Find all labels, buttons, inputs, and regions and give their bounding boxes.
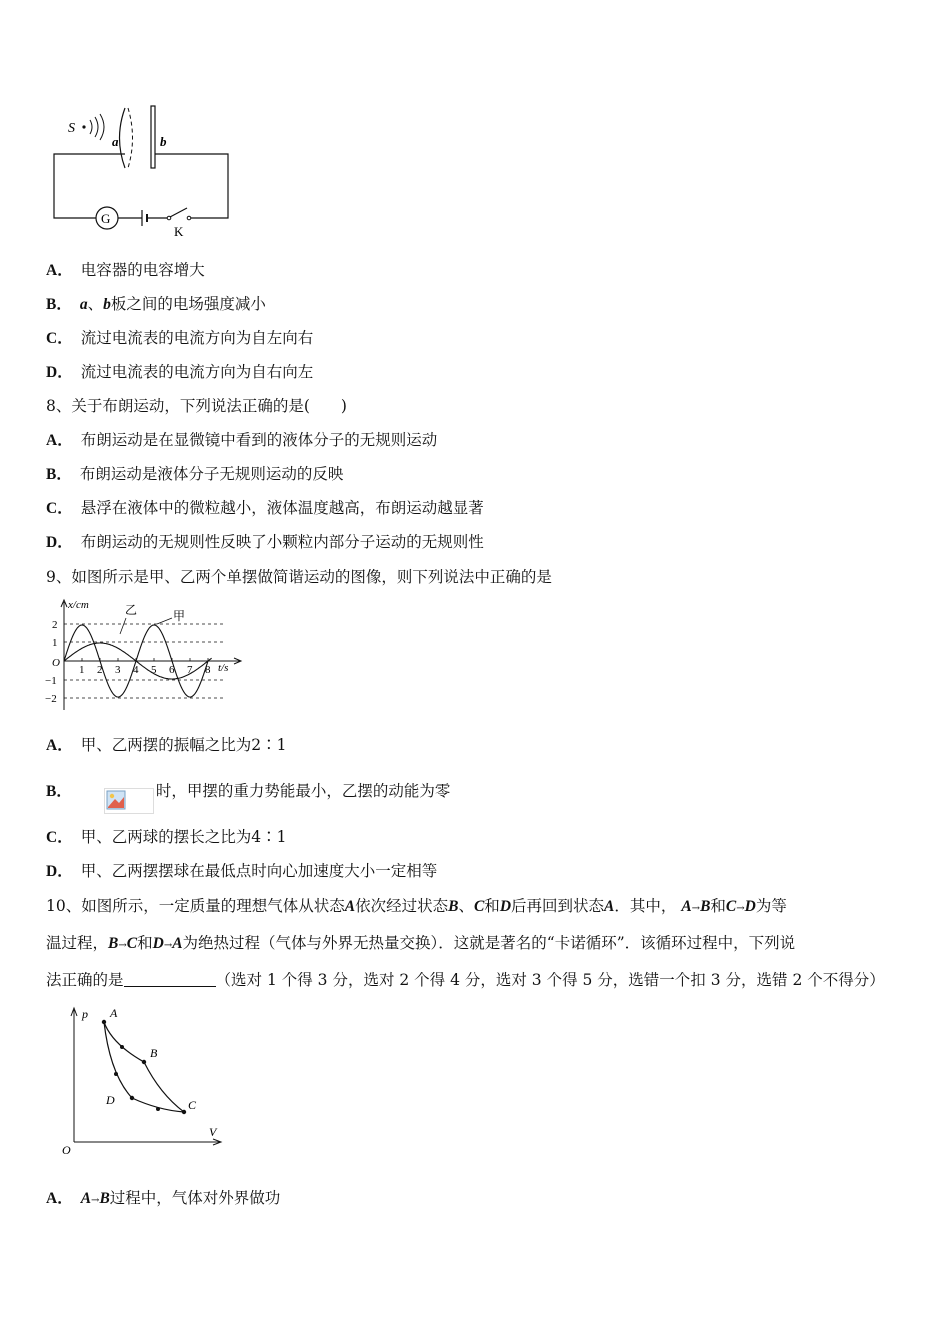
y-tick-neg1: −1 [45, 675, 57, 687]
q7-option-a: A． 电容器的电容增大 [46, 261, 205, 279]
q10-stem-line-3: 法正确的是 （选对 1 个得 3 分，选对 2 个得 4 分，选对 3 个得 5 分，选错一个扣 3 分，选错 2 个不得分） [46, 971, 885, 989]
label-b: b [160, 134, 167, 149]
label-jia: 甲 [173, 609, 186, 623]
pendulum-graph [44, 598, 244, 713]
state-d-label: D [106, 1093, 115, 1107]
state-b-label: B [150, 1046, 158, 1060]
q7-option-d: D． 流过电流表的电流方向为自右向左 [46, 363, 314, 381]
state-a-label: A [110, 1006, 118, 1020]
q9-option-a: A． 甲、乙两摆的振幅之比为2∶1 [46, 736, 287, 754]
carnot-pv-diagram [58, 1006, 228, 1156]
q10-stem-line-2: 温过程，B→C和D→A为绝热过程（气体与外界无热量交换）．这就是著名的“卡诺循环”．该循环过程中，下列说 [46, 934, 796, 952]
q8-option-c: C． 悬浮在液体中的微粒越小，液体温度越高，布朗运动越显著 [46, 499, 484, 517]
axis-x-label: t/s [218, 662, 229, 674]
q8-option-b: B． 布朗运动是液体分子无规则运动的反映 [46, 465, 344, 483]
q9-option-b: B． 时，甲摆的重力势能最小，乙摆的动能为零 [46, 780, 450, 814]
origin-label-o: O [62, 1143, 71, 1157]
q8-option-d: D． 布朗运动的无规则性反映了小颗粒内部分子运动的无规则性 [46, 533, 484, 551]
label-k: K [174, 224, 184, 239]
x-tick-label: 6 [169, 664, 175, 676]
x-tick-label: 1 [79, 664, 85, 676]
answer-blank [124, 970, 216, 987]
q9-option-d: D． 甲、乙两摆摆球在最低点时向心加速度大小一定相等 [46, 862, 438, 880]
y-tick-neg2: −2 [45, 693, 57, 705]
x-tick-label: 3 [115, 664, 121, 676]
x-tick-label: 2 [97, 664, 103, 676]
q7-option-c: C． 流过电流表的电流方向为自左向右 [46, 329, 314, 347]
origin-label: O [52, 657, 60, 669]
q10-option-a: A． A→B过程中，气体对外界做功 [46, 1189, 281, 1207]
q8-option-a: A． 布朗运动是在显微镜中看到的液体分子的无规则运动 [46, 431, 438, 449]
q9-option-c: C． 甲、乙两球的摆长之比为4∶1 [46, 828, 287, 846]
broken-formula-image [104, 788, 154, 814]
q7-option-b: B． a、b板之间的电场强度减小 [46, 295, 266, 313]
x-tick-label: 7 [187, 664, 193, 676]
q8-stem: 8、关于布朗运动，下列说法正确的是( ) [46, 397, 347, 415]
y-tick-2: 2 [52, 619, 58, 631]
axis-y-label: x/cm [68, 599, 89, 611]
label-s: S [68, 121, 75, 136]
x-tick-label: 8 [205, 664, 211, 676]
label-yi: 乙 [125, 603, 138, 617]
state-c-label: C [188, 1098, 197, 1112]
axis-p-label: p [82, 1007, 88, 1021]
y-tick-1: 1 [52, 637, 58, 649]
q10-stem-line-1: 10、如图所示，一定质量的理想气体从状态A依次经过状态B、C和D后再回到状态A．其中， A→B和C→D为等 [46, 897, 787, 915]
x-tick-label: 4 [133, 664, 139, 676]
q9-stem: 9、如图所示是甲、乙两个单摆做简谐运动的图像，则下列说法中正确的是 [46, 568, 552, 586]
x-tick-label: 5 [151, 664, 157, 676]
label-g: G [101, 211, 111, 226]
label-a: a [112, 134, 119, 149]
capacitor-circuit-diagram [50, 100, 250, 240]
axis-v-label: V [209, 1125, 217, 1139]
